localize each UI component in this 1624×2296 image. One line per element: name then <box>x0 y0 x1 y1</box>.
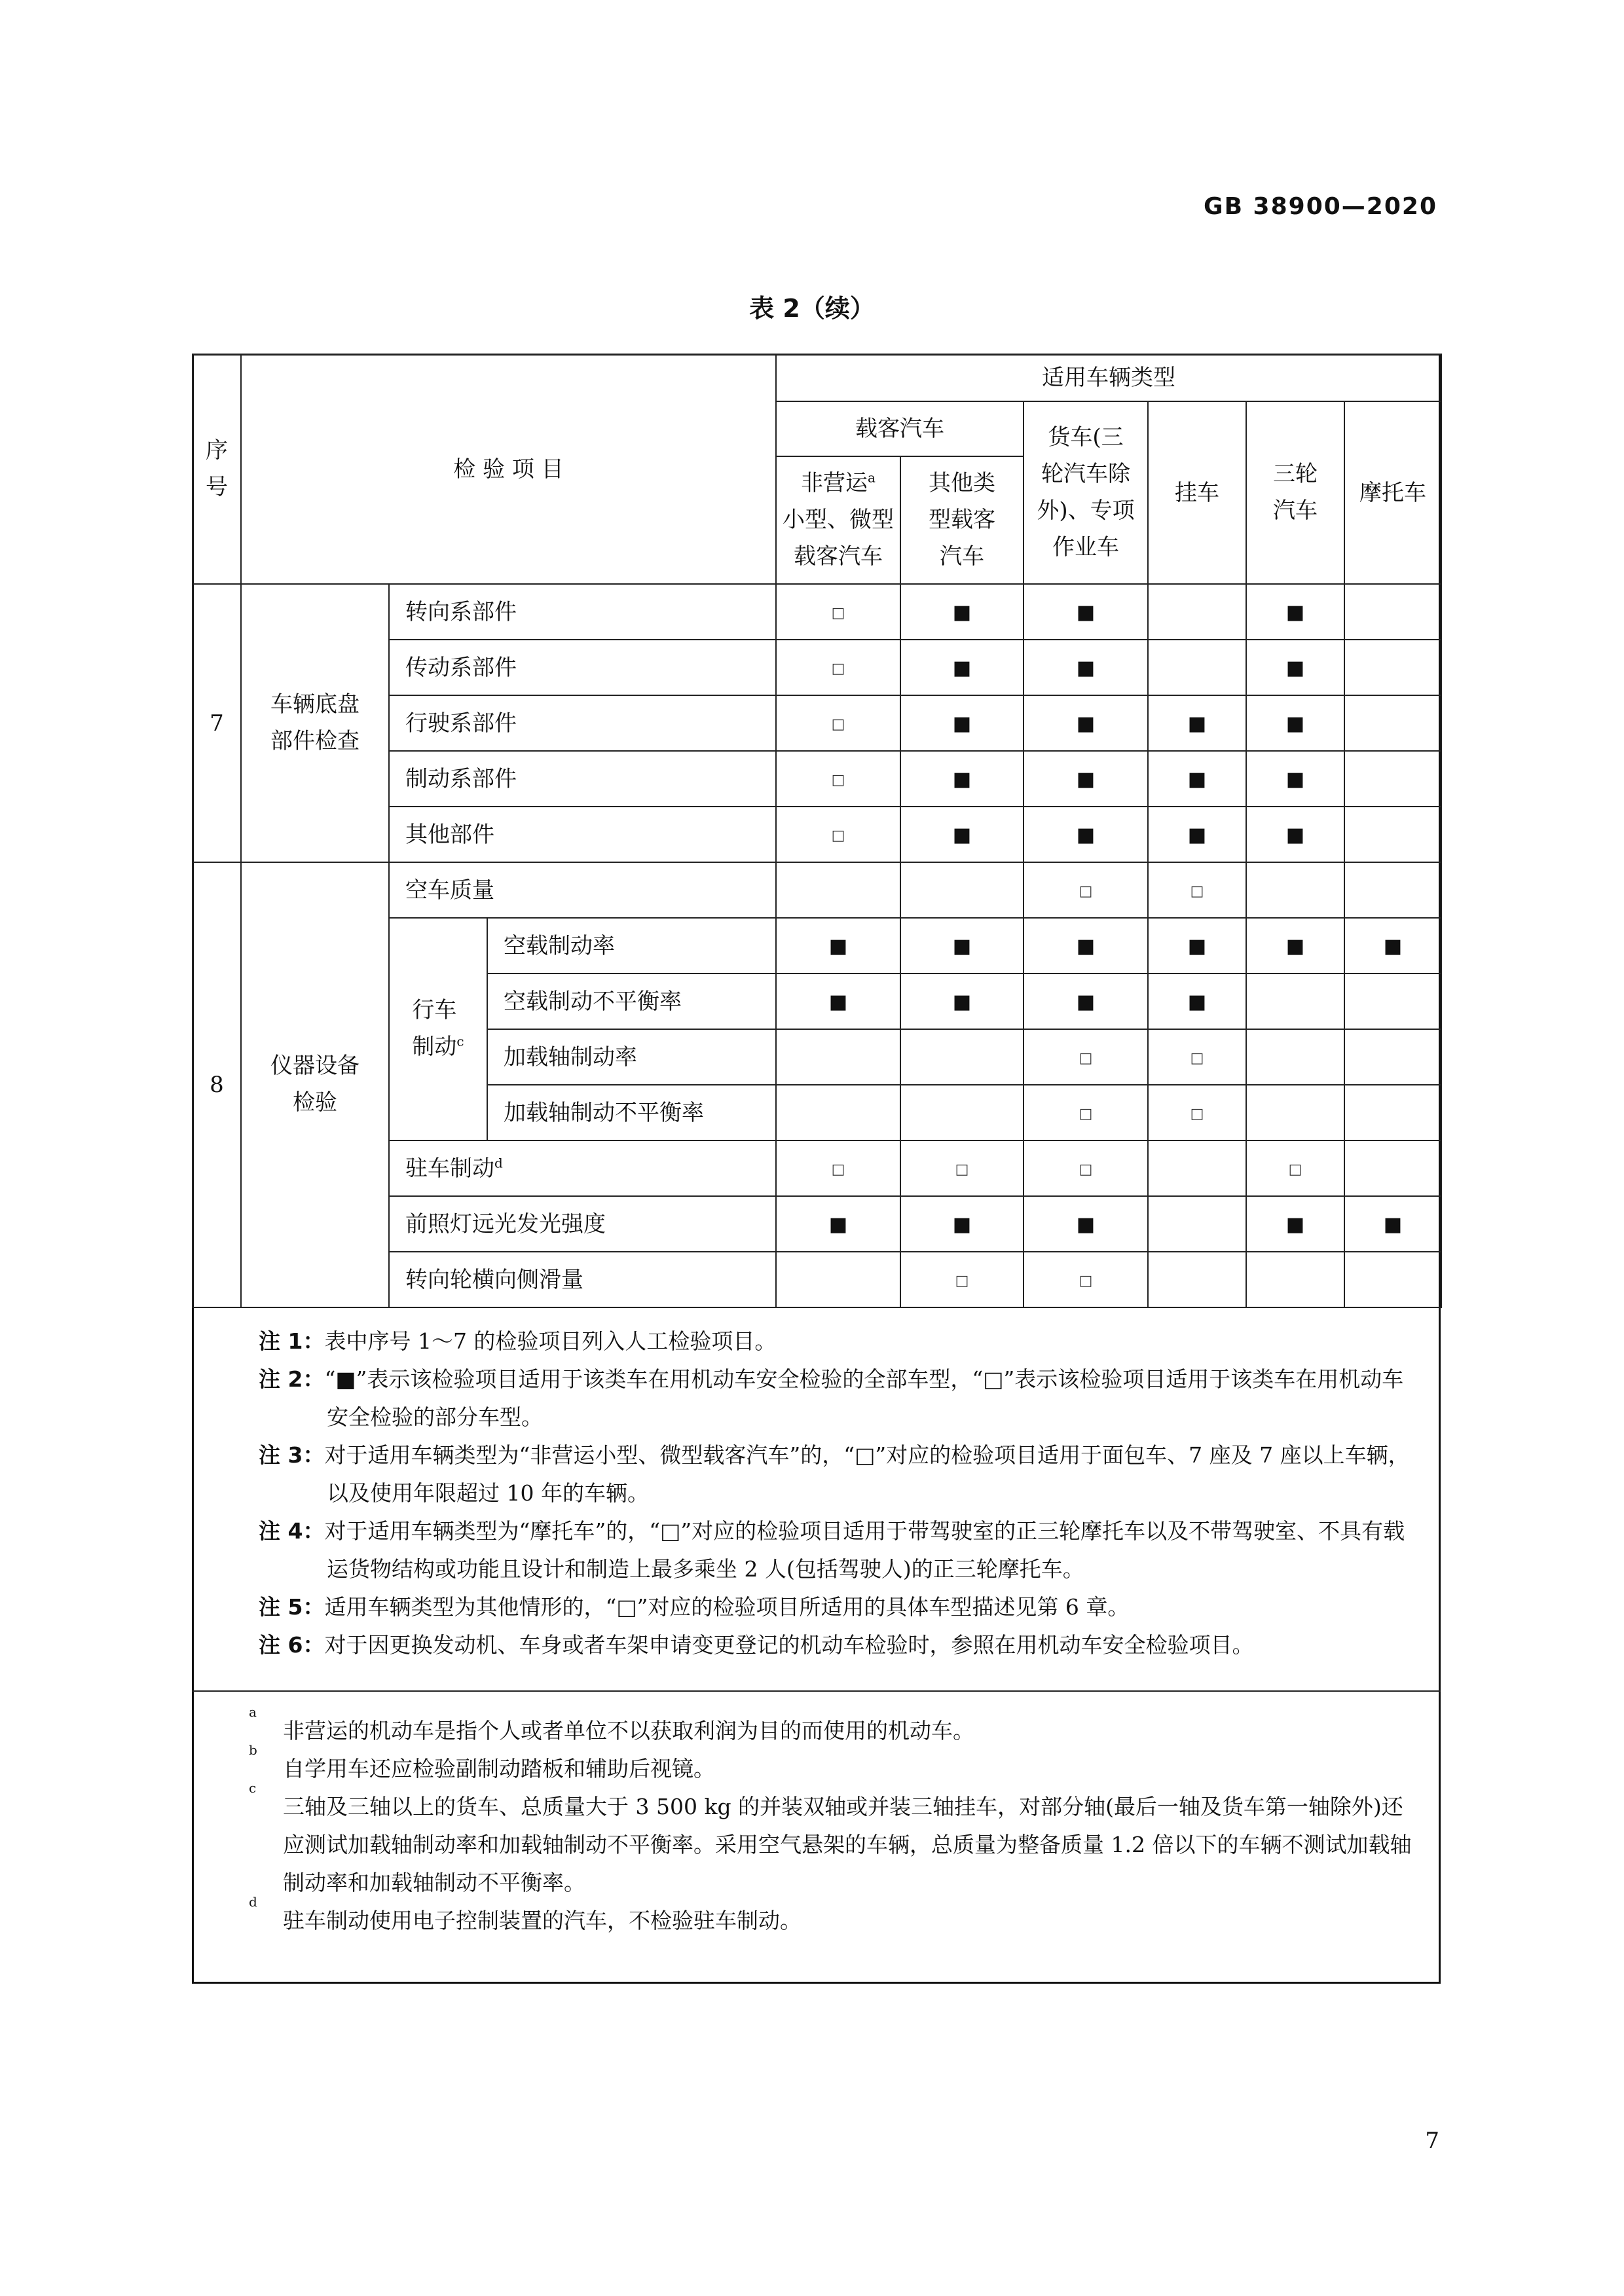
note-tag: 注 5： <box>259 1594 325 1620</box>
mark-cell <box>1148 584 1246 640</box>
header-col1: 非营运$^a$ 小型、微型 载客汽车 <box>776 456 900 584</box>
mark-cell <box>900 862 1024 918</box>
mark-cell <box>1246 807 1344 862</box>
notes-block <box>259 1322 1424 1664</box>
mark-cell <box>1344 974 1441 1029</box>
mark-cell <box>1344 1196 1441 1252</box>
group-seq: 7 <box>193 584 241 862</box>
full-mark: ■ <box>1383 1212 1403 1236</box>
full-mark: ■ <box>1076 990 1096 1013</box>
header-seq: 序 号 <box>193 354 241 584</box>
full-mark: ■ <box>1076 712 1096 735</box>
mark-cell <box>1344 862 1441 918</box>
mark-cell <box>776 751 900 807</box>
item-label: 转向系部件 <box>389 584 776 640</box>
footnote-text: 驻车制动使用电子控制装置的汽车，不检验驻车制动。 <box>283 1908 802 1933</box>
note-text: 适用车辆类型为其他情形的，“□”对应的检验项目所适用的具体车型描述见第 6 章。 <box>324 1594 1130 1620</box>
note-text: 对于因更换发动机、车身或者车架申请变更登记的机动车检验时，参照在用机动车安全检验项目。 <box>324 1632 1254 1658</box>
note-tag: 注 1： <box>259 1328 325 1354</box>
mark-cell <box>776 1085 900 1140</box>
mark-cell <box>900 1140 1024 1196</box>
mark-cell <box>900 1196 1024 1252</box>
full-mark: ■ <box>952 1212 972 1236</box>
mark-cell <box>900 1252 1024 1307</box>
partial-mark: □ <box>1079 883 1093 900</box>
mark-cell <box>1344 640 1441 695</box>
full-mark: ■ <box>1076 934 1096 958</box>
footnote-item: $^a$非营运的机动车是指个人或者单位不以获取利润为目的而使用的机动车。 <box>249 1704 974 1743</box>
mark-cell <box>1024 751 1148 807</box>
item-label: 前照灯远光发光强度 <box>389 1196 776 1252</box>
note-text: 对于适用车辆类型为“非营运小型、微型载客汽车”的，“□”对应的检验项目适用于面包车、7 座及 7 座以上车辆，以及使用年限超过 10 年的车辆。 <box>324 1442 1410 1506</box>
full-mark: ■ <box>1285 1212 1305 1236</box>
mark-cell <box>1246 918 1344 974</box>
mark-cell <box>1246 695 1344 751</box>
group-seq: 8 <box>193 862 241 1307</box>
note-text: 表中序号 1～7 的检验项目列入人工检验项目。 <box>324 1328 777 1354</box>
mark-cell <box>1024 974 1148 1029</box>
partial-mark: □ <box>831 605 845 621</box>
full-mark: ■ <box>1285 600 1305 624</box>
note-tag: 注 2： <box>259 1366 325 1392</box>
full-mark: ■ <box>1076 767 1096 791</box>
inspection-table <box>192 354 1442 1308</box>
mark-cell <box>1246 751 1344 807</box>
partial-mark: □ <box>831 828 845 844</box>
partial-mark: □ <box>831 772 845 788</box>
table-row <box>193 584 1441 640</box>
mark-cell <box>1246 862 1344 918</box>
full-mark: ■ <box>828 934 848 958</box>
note-item <box>259 1436 1424 1512</box>
header-col2: 其他类 型载客 汽车 <box>900 456 1024 584</box>
mark-cell <box>776 640 900 695</box>
mark-cell <box>776 807 900 862</box>
partial-mark: □ <box>1190 1106 1204 1122</box>
mark-cell <box>1148 862 1246 918</box>
mark-cell <box>1344 1085 1441 1140</box>
mark-cell <box>1344 1140 1441 1196</box>
mark-cell <box>1148 751 1246 807</box>
header-col3: 货车(三 轮汽车除 外)、专项 作业车 <box>1024 401 1148 584</box>
mark-cell <box>1246 1140 1344 1196</box>
header-col6: 摩托车 <box>1344 401 1441 584</box>
sub-item-label: 加载轴制动率 <box>487 1029 776 1085</box>
mark-cell <box>776 918 900 974</box>
mark-cell <box>900 695 1024 751</box>
sub-item-label: 空载制动率 <box>487 918 776 974</box>
service-brake-label: 行车 制动$^c$ <box>389 918 487 1140</box>
header-item: 检 验 项 目 <box>241 354 776 584</box>
mark-cell <box>1246 974 1344 1029</box>
sub-item-label: 空载制动不平衡率 <box>487 974 776 1029</box>
mark-cell <box>1148 1140 1246 1196</box>
note-item <box>259 1360 1424 1436</box>
note-item <box>259 1626 1424 1664</box>
mark-cell <box>776 695 900 751</box>
note-text: 对于适用车辆类型为“摩托车”的，“□”对应的检验项目适用于带驾驶室的正三轮摩托车以及不带驾驶室、不具有载运货物结构或功能且设计和制造上最多乘坐 2 人(包括驾驶人)的正三轮摩托车。 <box>324 1518 1405 1582</box>
header-col4: 挂车 <box>1148 401 1246 584</box>
mark-cell <box>776 584 900 640</box>
table-title: 表 2（续） <box>749 294 875 323</box>
table-row <box>193 862 1441 918</box>
mark-cell <box>1344 1252 1441 1307</box>
mark-cell <box>1246 584 1344 640</box>
mark-cell <box>1246 640 1344 695</box>
full-mark: ■ <box>1187 767 1207 791</box>
full-mark: ■ <box>828 990 848 1013</box>
footnote-text: 自学用车还应检验副制动踏板和辅助后视镜。 <box>283 1756 715 1781</box>
note-item <box>259 1322 1424 1360</box>
item-label: 行驶系部件 <box>389 695 776 751</box>
note-item <box>259 1588 1424 1626</box>
item-label: 传动系部件 <box>389 640 776 695</box>
header-applicable: 适用车辆类型 <box>776 354 1441 401</box>
mark-cell <box>1148 640 1246 695</box>
mark-cell <box>1024 807 1148 862</box>
full-mark: ■ <box>1076 1212 1096 1236</box>
mark-cell <box>1024 584 1148 640</box>
full-mark: ■ <box>952 767 972 791</box>
mark-cell <box>1024 640 1148 695</box>
mark-cell <box>1246 1252 1344 1307</box>
mark-cell <box>1148 1252 1246 1307</box>
sub-item-label: 加载轴制动不平衡率 <box>487 1085 776 1140</box>
footnotes-block <box>249 1704 1424 1940</box>
mark-cell <box>776 1140 900 1196</box>
mark-cell <box>776 862 900 918</box>
partial-mark: □ <box>831 716 845 733</box>
note-text: “■”表示该检验项目适用于该类车在用机动车安全检验的全部车型，“□”表示该检验项目适用于该类车在用机动车安全检验的部分车型。 <box>324 1366 1404 1430</box>
item-label: 转向轮横向侧滑量 <box>389 1252 776 1307</box>
mark-cell <box>900 751 1024 807</box>
mark-cell <box>1148 974 1246 1029</box>
mark-cell <box>1344 695 1441 751</box>
item-label: 空车质量 <box>389 862 776 918</box>
full-mark: ■ <box>1285 767 1305 791</box>
footnote-item: $^c$三轴及三轴以上的货车、总质量大于 3 500 kg 的并装双轴或并装三轴挂车，对部分轴(最后一轴及货车第一轴除外)还应测试加载轴制动率和加载轴制动不平衡率。采用空气悬架的车辆，总质量为整备质量 1.2 倍以下的车辆不测试加载轴制动率和加载轴制动不平衡率。 <box>249 1780 1412 1895</box>
item-label: 其他部件 <box>389 807 776 862</box>
mark-cell <box>1024 1029 1148 1085</box>
mark-cell <box>1344 807 1441 862</box>
note-tag: 注 6： <box>259 1632 325 1658</box>
mark-cell <box>900 1029 1024 1085</box>
full-mark: ■ <box>828 1212 848 1236</box>
mark-cell <box>900 974 1024 1029</box>
full-mark: ■ <box>1187 934 1207 958</box>
notes-divider <box>192 1690 1441 1692</box>
mark-cell <box>1344 1029 1441 1085</box>
mark-cell <box>1024 695 1148 751</box>
full-mark: ■ <box>1285 934 1305 958</box>
mark-cell <box>1148 695 1246 751</box>
partial-mark: □ <box>1079 1161 1093 1178</box>
mark-cell <box>1148 1029 1246 1085</box>
note-item <box>259 1512 1424 1588</box>
mark-cell <box>1148 918 1246 974</box>
full-mark: ■ <box>1076 656 1096 680</box>
partial-mark: □ <box>831 661 845 677</box>
mark-cell <box>1344 584 1441 640</box>
full-mark: ■ <box>1285 656 1305 680</box>
mark-cell <box>1024 862 1148 918</box>
full-mark: ■ <box>952 600 972 624</box>
group-name: 车辆底盘 部件检查 <box>241 584 389 862</box>
mark-cell <box>776 1029 900 1085</box>
full-mark: ■ <box>952 934 972 958</box>
mark-cell <box>1246 1029 1344 1085</box>
partial-mark: □ <box>1288 1161 1302 1178</box>
mark-cell <box>776 1252 900 1307</box>
full-mark: ■ <box>1076 600 1096 624</box>
full-mark: ■ <box>1285 823 1305 847</box>
partial-mark: □ <box>831 1161 845 1178</box>
mark-cell <box>1148 807 1246 862</box>
note-tag: 注 4： <box>259 1518 325 1544</box>
partial-mark: □ <box>955 1161 969 1178</box>
mark-cell <box>1024 918 1148 974</box>
header-col5: 三轮 汽车 <box>1246 401 1344 584</box>
group-name: 仪器设备 检验 <box>241 862 389 1307</box>
mark-cell <box>900 807 1024 862</box>
partial-mark: □ <box>1079 1106 1093 1122</box>
mark-cell <box>1024 1252 1148 1307</box>
mark-cell <box>900 584 1024 640</box>
document-code: GB 38900—2020 <box>1204 193 1437 220</box>
full-mark: ■ <box>952 990 972 1013</box>
mark-cell <box>1024 1085 1148 1140</box>
item-label: 驻车制动$^d$ <box>389 1140 776 1196</box>
full-mark: ■ <box>1076 823 1096 847</box>
full-mark: ■ <box>952 656 972 680</box>
partial-mark: □ <box>955 1273 969 1289</box>
mark-cell <box>776 974 900 1029</box>
mark-cell <box>1148 1085 1246 1140</box>
footnote-item: $^b$自学用车还应检验副制动踏板和辅助后视镜。 <box>249 1742 715 1781</box>
page-number: 7 <box>1425 2128 1439 2154</box>
full-mark: ■ <box>1383 934 1403 958</box>
mark-cell <box>776 1196 900 1252</box>
full-mark: ■ <box>1187 990 1207 1013</box>
mark-cell <box>900 918 1024 974</box>
full-mark: ■ <box>1187 712 1207 735</box>
full-mark: ■ <box>1187 823 1207 847</box>
footnote-text: 三轴及三轴以上的货车、总质量大于 3 500 kg 的并装双轴或并装三轴挂车，对部分轴(最后一轴及货车第一轴除外)还应测试加载轴制动率和加载轴制动不平衡率。采用空气悬架的车辆，总质量为整备质量 1.2 倍以下的车辆不测试加载轴制动率和加载轴制动不平衡率。 <box>283 1794 1412 1895</box>
mark-cell <box>1246 1196 1344 1252</box>
footnote-text: 非营运的机动车是指个人或者单位不以获取利润为目的而使用的机动车。 <box>283 1718 974 1743</box>
item-label: 制动系部件 <box>389 751 776 807</box>
mark-cell <box>900 1085 1024 1140</box>
mark-cell <box>1344 751 1441 807</box>
partial-mark: □ <box>1190 883 1204 900</box>
footnote-item: $^d$驻车制动使用电子控制装置的汽车，不检验驻车制动。 <box>249 1894 802 1933</box>
mark-cell <box>1148 1196 1246 1252</box>
mark-cell <box>1024 1140 1148 1196</box>
mark-cell <box>1246 1085 1344 1140</box>
full-mark: ■ <box>952 712 972 735</box>
full-mark: ■ <box>1285 712 1305 735</box>
full-mark: ■ <box>952 823 972 847</box>
partial-mark: □ <box>1190 1050 1204 1066</box>
mark-cell <box>900 640 1024 695</box>
header-passenger: 载客汽车 <box>776 401 1024 456</box>
partial-mark: □ <box>1079 1273 1093 1289</box>
note-tag: 注 3： <box>259 1442 325 1468</box>
partial-mark: □ <box>1079 1050 1093 1066</box>
mark-cell <box>1024 1196 1148 1252</box>
mark-cell <box>1344 918 1441 974</box>
